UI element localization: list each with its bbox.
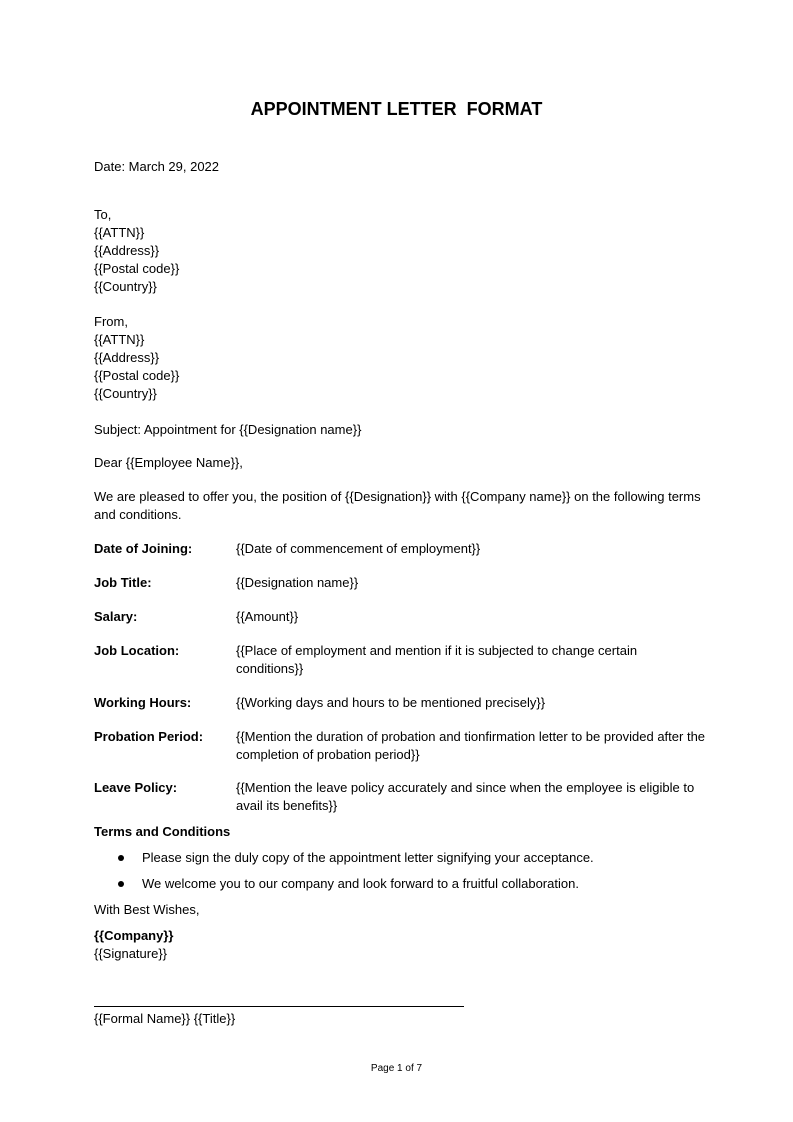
intro-paragraph: We are pleased to offer you, the position of {{Designation}} with {{Company name}} on the following terms and conditions. [94, 489, 701, 522]
salutation: Dear {{Employee Name}}, [94, 455, 243, 470]
to-country: {{Country}} [94, 279, 157, 294]
bullet-icon [118, 855, 124, 861]
from-address: {{Address}} [94, 350, 160, 365]
subject-line: Subject: Appointment for {{Designation name}} [94, 422, 362, 437]
from-postal-code: {{Postal code}} [94, 368, 180, 383]
term-label: Job Title: [94, 575, 152, 590]
recipient-address [94, 206, 704, 296]
term-label: Leave Policy: [94, 780, 178, 795]
to-postal-code: {{Postal code}} [94, 261, 180, 276]
to-attn: {{ATTN}} [94, 225, 145, 240]
term-value: {{Working days and hours to be mentioned precisely}} [236, 695, 546, 710]
list-item [94, 849, 704, 875]
bullet-icon [118, 881, 124, 887]
list-item [94, 875, 704, 901]
page-number: Page 1 of 7 [370, 1063, 423, 1074]
term-value: {{Place of employment and mention if it is subjected to change certain conditions}} [236, 643, 638, 676]
term-label: Probation Period: [94, 729, 204, 744]
term-label: Working Hours: [94, 695, 192, 710]
signature-line [94, 1006, 464, 1007]
term-label: Job Location: [94, 643, 180, 658]
date-line: Date: March 29, 2022 [94, 159, 220, 174]
term-label: Salary: [94, 609, 138, 624]
term-value: {{Designation name}} [236, 575, 359, 590]
to-heading: To, [94, 207, 112, 222]
signature-placeholder: {{Signature}} [94, 946, 168, 961]
term-label: Date of Joining: [94, 541, 193, 556]
from-country: {{Country}} [94, 386, 157, 401]
closing-line: With Best Wishes, [94, 902, 200, 917]
term-value: {{Mention the leave policy accurately and since when the employee is eligible to avail its benefits}} [236, 780, 695, 813]
to-address: {{Address}} [94, 243, 160, 258]
company-name: {{Company}} [94, 928, 174, 943]
sender-address [94, 313, 704, 403]
conditions-heading: Terms and Conditions [94, 824, 231, 839]
term-value: {{Date of commencement of employment}} [236, 541, 481, 556]
formal-name: {{Formal Name}} {{Title}} [94, 1011, 236, 1026]
list-item-text: Please sign the duly copy of the appointment letter signifying your acceptance. [142, 850, 594, 865]
term-value: {{Amount}} [236, 609, 299, 624]
term-value: {{Mention the duration of probation and tionfirmation letter to be provided after the completion of probation period}} [236, 729, 706, 762]
from-attn: {{ATTN}} [94, 332, 145, 347]
from-heading: From, [94, 314, 128, 329]
document-title: APPOINTMENT LETTER FORMAT [250, 99, 543, 119]
list-item-text: We welcome you to our company and look forward to a fruitful collaboration. [142, 876, 579, 891]
conditions-list [94, 849, 704, 901]
